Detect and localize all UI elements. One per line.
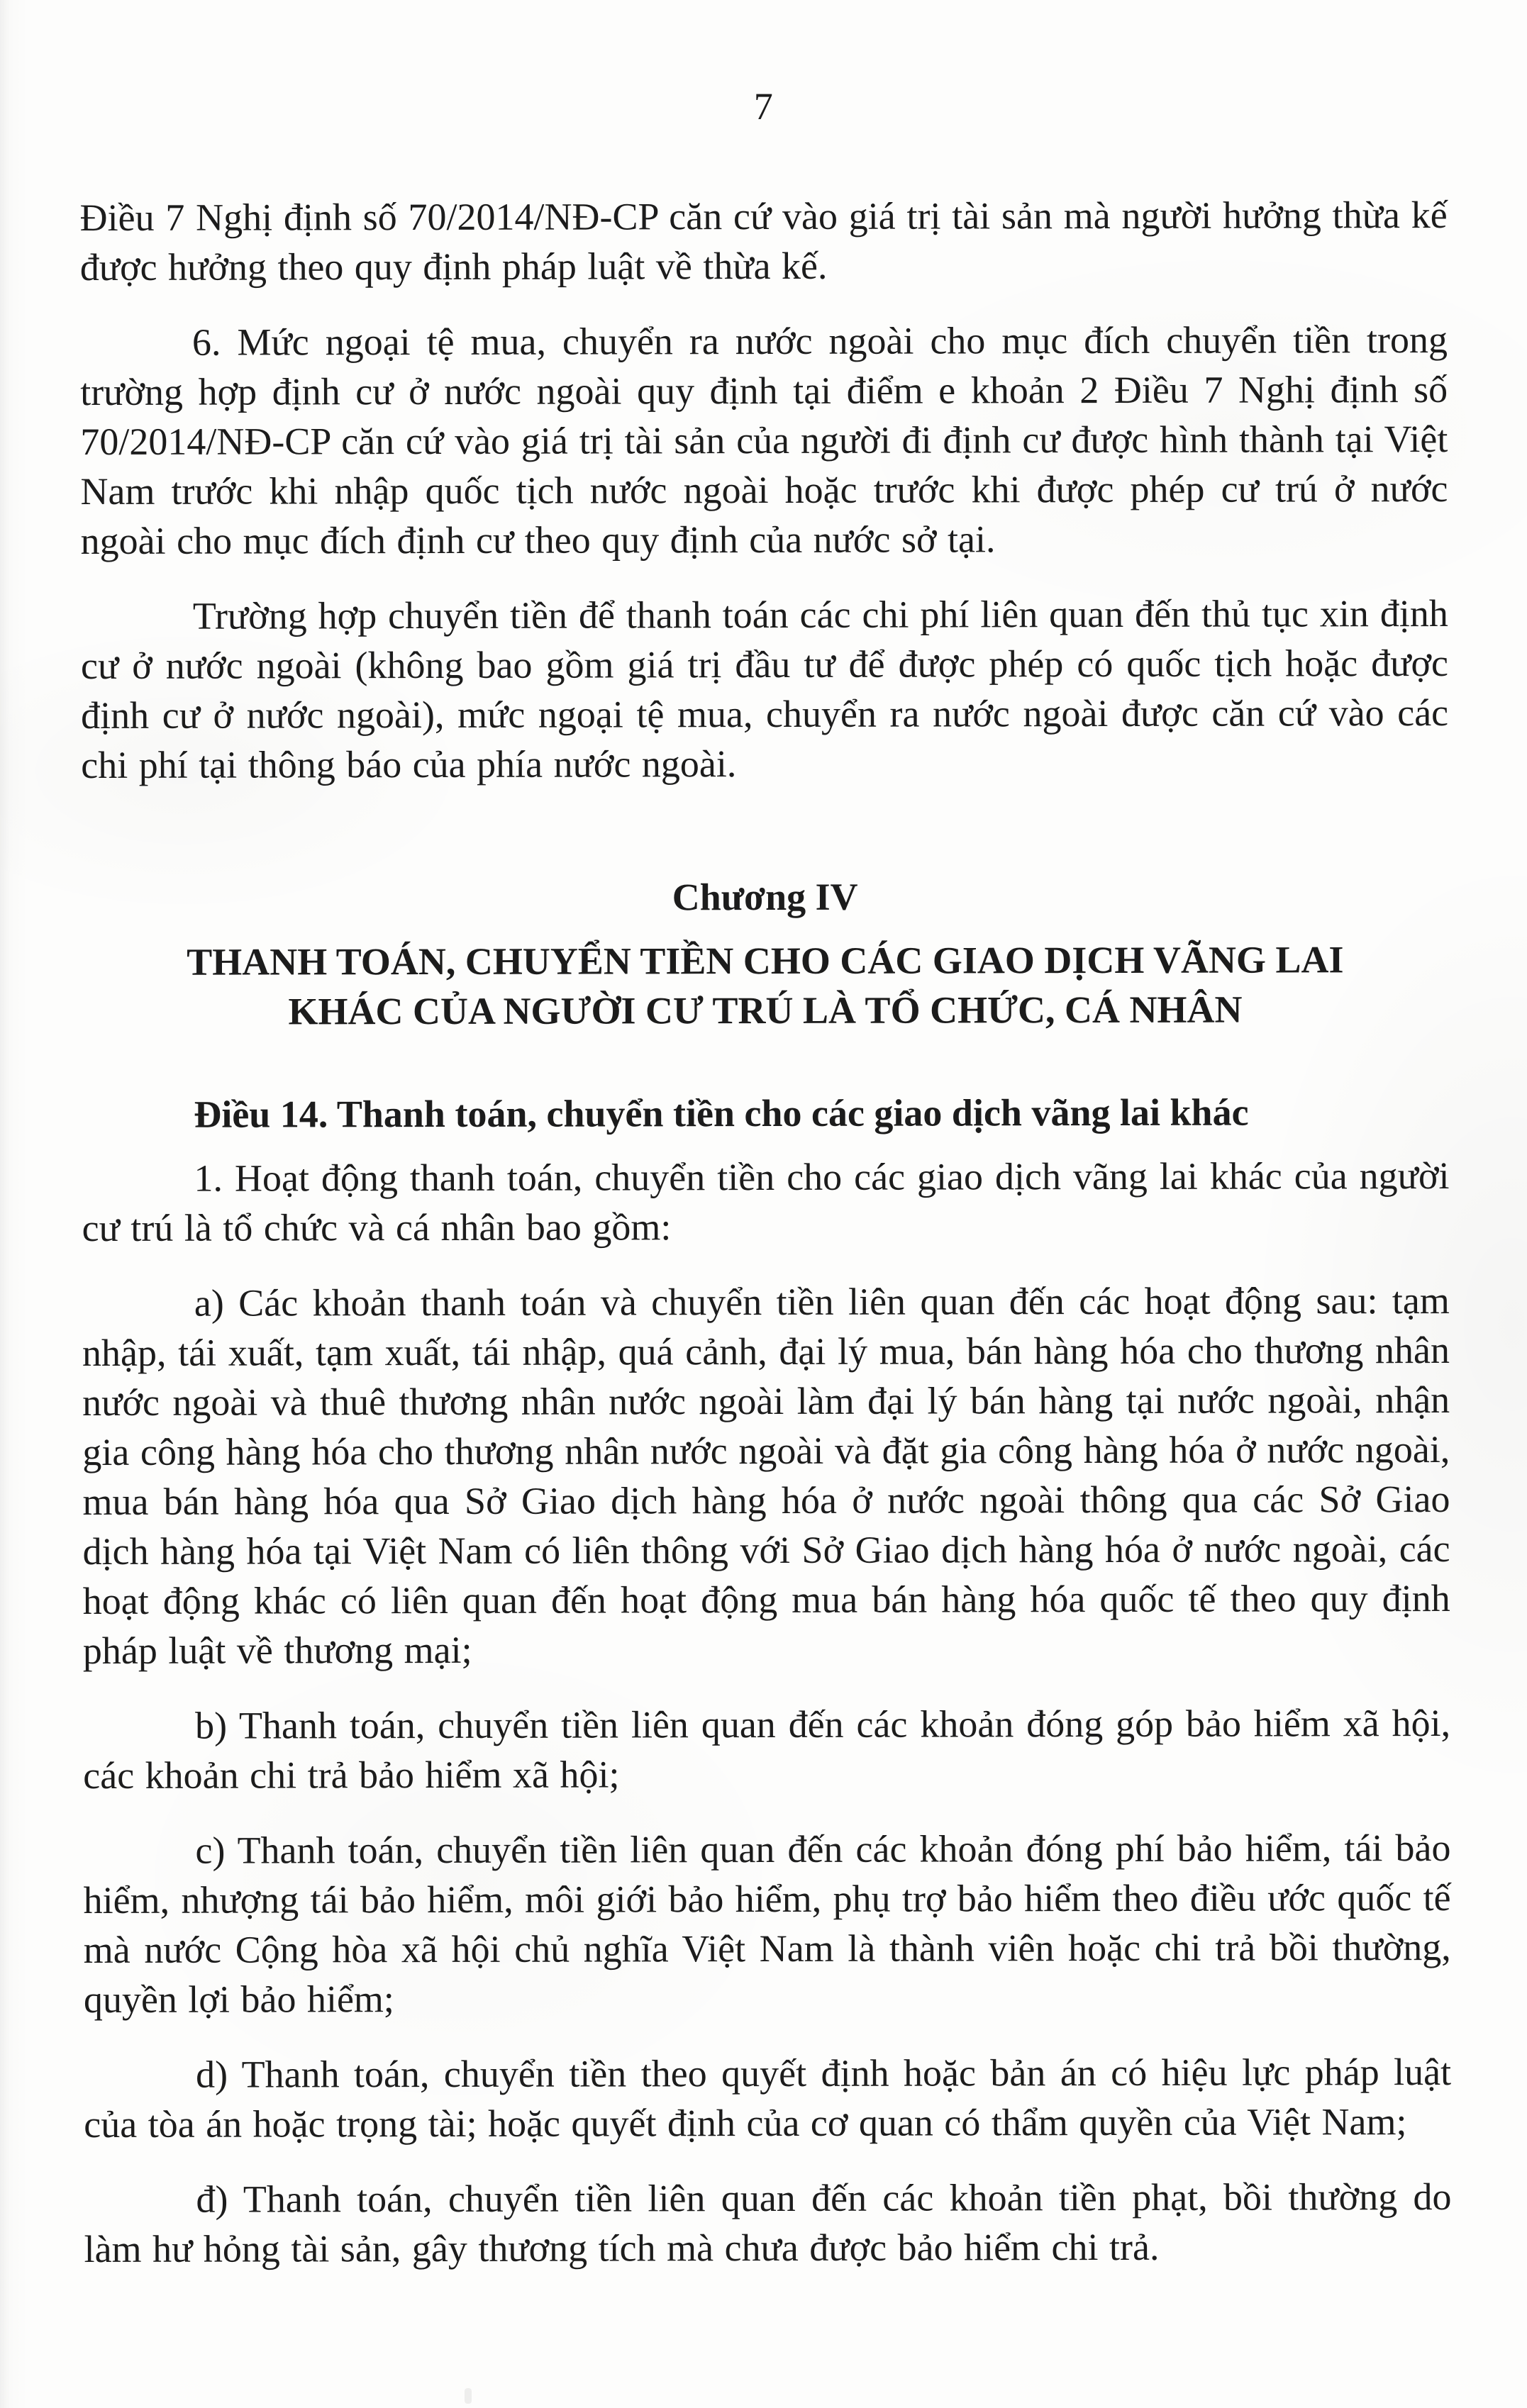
paragraph-point-b: b) Thanh toán, chuyển tiền liên quan đến các khoản đóng góp bảo hiểm xã hội, các khoản chi trả bảo hiểm xã hội; [83, 1701, 1451, 1797]
paragraph-point-a: a) Các khoản thanh toán và chuyển tiền liên quan đến các hoạt động sau: tạm nhập, tái xuất, tạm xuất, tái nhập, quá cảnh, đại lý mua, bán hàng hóa cho thương nhân nước ngoài và thuê thương nhân nước ngoài làm đại lý bán hàng tại nước ngoài, nhận gia công hàng hóa cho thương nhân nước ngoài và đặt gia công hàng hóa ở nước ngoài, mua bán hàng hóa qua Sở Giao dịch hàng hóa ở nước ngoài thông qua các Sở Giao dịch hàng hóa tại Việt Nam có liên thông với Sở Giao dịch hàng hóa ở nước ngoài, các hoạt động khác có liên quan đến hoạt động mua bán hàng hóa quốc tế theo quy định pháp luật về thương mại; [82, 1278, 1450, 1673]
paragraph-point-dd: đ) Thanh toán, chuyển tiền liên quan đến các khoản tiền phạt, bồi thường do làm hư hỏng tài sản, gây thương tích mà chưa được bảo hiểm chi trả. [84, 2175, 1452, 2271]
paragraph-point-c: c) Thanh toán, chuyển tiền liên quan đến các khoản đóng phí bảo hiểm, tái bảo hiểm, nhượng tái bảo hiểm, môi giới bảo hiểm, phụ trợ bảo hiểm theo điều ước quốc tế mà nước Cộng hòa xã hội chủ nghĩa Việt Nam là thành viên hoặc chi trả bồi thường, quyền lợi bảo hiểm; [83, 1826, 1451, 2022]
chapter-title: THANH TOÁN, CHUYỂN TIỀN CHO CÁC GIAO DỊCH VÃNG LAI KHÁC CỦA NGƯỜI CƯ TRÚ LÀ TỔ CHỨC, CÁ NHÂN [187, 938, 1344, 1033]
paragraph-point-d: d) Thanh toán, chuyển tiền theo quyết định hoặc bản án có hiệu lực pháp luật của tòa án hoặc trọng tài; hoặc quyết định của cơ quan có thẩm quyền của Việt Nam; [84, 2050, 1452, 2146]
scan-artifact [465, 2388, 472, 2404]
chapter-label-chuong-iv: Chương IV [672, 875, 858, 919]
article-14-heading: Điều 14. Thanh toán, chuyển tiền cho các giao dịch vãng lai khác [194, 1091, 1249, 1136]
paragraph-clause-6: 6. Mức ngoại tệ mua, chuyển ra nước ngoài cho mục đích chuyển tiền trong trường hợp định cư ở nước ngoài quy định tại điểm e khoản 2 Điều 7 Nghị định số 70/2014/NĐ-CP căn cứ vào giá trị tài sản của người đi định cư được hình thành tại Việt Nam trước khi nhập quốc tịch nước ngoài hoặc trước khi được phép cư trú ở nước ngoài cho mục đích định cư theo quy định của nước sở tại. [80, 318, 1448, 563]
page-number: 7 [753, 84, 773, 128]
paragraph-clause-1: 1. Hoạt động thanh toán, chuyển tiền cho các giao dịch vãng lai khác của người cư trú là tổ chức và cá nhân bao gồm: [82, 1154, 1450, 1250]
paragraph-truong-hop-chuyen-tien: Trường hợp chuyển tiền để thanh toán các chi phí liên quan đến thủ tục xin định cư ở nước ngoài (không bao gồm giá trị đầu tư để được phép có quốc tịch hoặc được định cư ở nước ngoài), mức ngoại tệ mua, chuyển ra nước ngoài được căn cứ vào các chi phí tại thông báo của phía nước ngoài. [80, 591, 1449, 787]
paragraph-dieu7-continuation: Điều 7 Nghị định số 70/2014/NĐ-CP căn cứ vào giá trị tài sản mà người hưởng thừa kế được hưởng theo quy định pháp luật về thừa kế. [79, 193, 1448, 289]
